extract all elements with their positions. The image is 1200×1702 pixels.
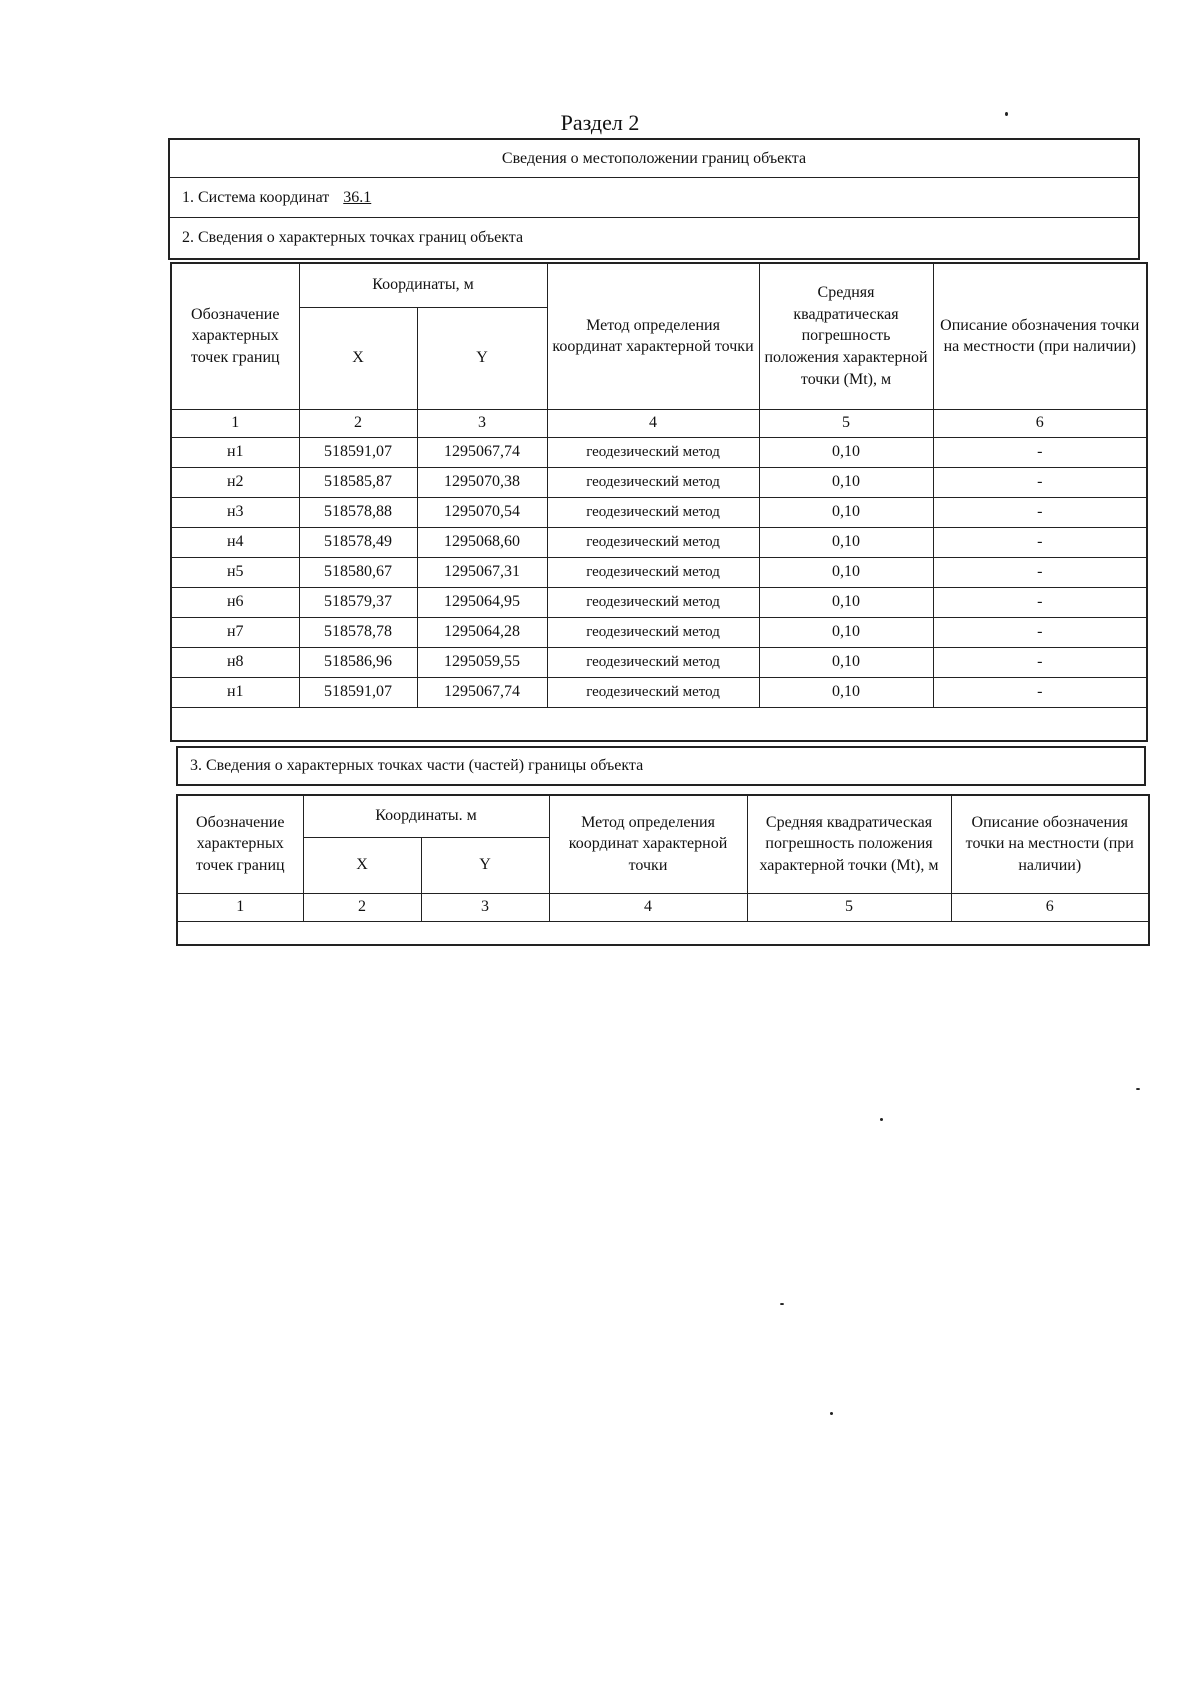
mt-cell: 0,10 [759, 437, 933, 467]
y-cell: 1295067,74 [417, 437, 547, 467]
boundary-points-table [170, 262, 1148, 742]
mt-cell: 0,10 [759, 587, 933, 617]
description-cell: - [933, 617, 1147, 647]
y-header: Y [421, 837, 549, 893]
part-points-table [176, 794, 1150, 946]
x-header: X [299, 307, 417, 409]
x-cell: 518578,88 [299, 497, 417, 527]
description-cell: - [933, 587, 1147, 617]
column-number-row [171, 409, 1147, 437]
points-heading-row [170, 218, 1138, 258]
x-cell: 518579,37 [299, 587, 417, 617]
scan-speck [1005, 112, 1008, 116]
table-row [171, 557, 1147, 587]
header-row-1 [177, 795, 1149, 837]
coords-header: Координаты, м [299, 263, 547, 307]
scan-speck [1136, 1088, 1140, 1090]
column-number: 5 [747, 893, 951, 921]
scan-speck [830, 1412, 833, 1415]
x-cell: 518586,96 [299, 647, 417, 677]
column-number: 3 [417, 409, 547, 437]
method-cell: геодезический метод [547, 467, 759, 497]
y-header: Y [417, 307, 547, 409]
y-cell: 1295070,54 [417, 497, 547, 527]
empty-cell [171, 707, 1147, 741]
point-cell: н1 [171, 677, 299, 707]
point-cell: н1 [171, 437, 299, 467]
x-cell: 518585,87 [299, 467, 417, 497]
x-cell: 518591,07 [299, 437, 417, 467]
description-cell: - [933, 437, 1147, 467]
y-cell: 1295068,60 [417, 527, 547, 557]
y-cell: 1295070,38 [417, 467, 547, 497]
box-title: Сведения о местоположении границ объекта [501, 149, 807, 167]
object-info-box [168, 138, 1140, 260]
description-cell: - [933, 557, 1147, 587]
method-cell: геодезический метод [547, 497, 759, 527]
coord-system-value: 36.1 [343, 188, 372, 206]
point-cell: н6 [171, 587, 299, 617]
table-row [171, 527, 1147, 557]
coord-system-row [170, 178, 1138, 218]
column-number: 3 [421, 893, 549, 921]
empty-cell [177, 921, 1149, 945]
table-row [171, 587, 1147, 617]
mt-cell: 0,10 [759, 467, 933, 497]
empty-row [171, 707, 1147, 741]
table-row [171, 467, 1147, 497]
column-number: 4 [549, 893, 747, 921]
point-cell: н2 [171, 467, 299, 497]
x-header: X [303, 837, 421, 893]
method-cell: геодезический метод [547, 527, 759, 557]
y-cell: 1295059,55 [417, 647, 547, 677]
description-cell: - [933, 647, 1147, 677]
table-row [171, 437, 1147, 467]
point-cell: н3 [171, 497, 299, 527]
column-number: 6 [951, 893, 1149, 921]
box-title-row [170, 140, 1138, 178]
error-header: Средняя квадратическая погрешность положения характерной точки (Mt), м [759, 263, 933, 409]
table-row [171, 497, 1147, 527]
method-cell: геодезический метод [547, 617, 759, 647]
mt-cell: 0,10 [759, 617, 933, 647]
mt-cell: 0,10 [759, 527, 933, 557]
mt-cell: 0,10 [759, 677, 933, 707]
scan-speck [880, 1118, 883, 1121]
points-heading: 2. Сведения о характерных точках границ объекта [182, 229, 524, 246]
mt-cell: 0,10 [759, 557, 933, 587]
points-body [171, 437, 1147, 707]
section-title: Раздел 2 [560, 110, 640, 135]
method-cell: геодезический метод [547, 677, 759, 707]
column-number: 2 [303, 893, 421, 921]
designation-header: Обозначение характерных точек границ [177, 795, 303, 893]
description-cell: - [933, 497, 1147, 527]
method-cell: геодезический метод [547, 557, 759, 587]
method-cell: геодезический метод [547, 437, 759, 467]
table-row [171, 647, 1147, 677]
table-row [171, 617, 1147, 647]
header-row-1 [171, 263, 1147, 307]
column-number-row [177, 893, 1149, 921]
column-number: 5 [759, 409, 933, 437]
designation-header: Обозначение характерных точек границ [171, 263, 299, 409]
mt-cell: 0,10 [759, 497, 933, 527]
part-heading-box [176, 746, 1146, 786]
description-cell: - [933, 467, 1147, 497]
method-cell: геодезический метод [547, 587, 759, 617]
column-number: 1 [177, 893, 303, 921]
y-cell: 1295067,74 [417, 677, 547, 707]
coords-header: Координаты. м [303, 795, 549, 837]
x-cell: 518591,07 [299, 677, 417, 707]
column-number: 6 [933, 409, 1147, 437]
x-cell: 518580,67 [299, 557, 417, 587]
description-header: Описание обозначения точки на местности (при наличии) [951, 795, 1149, 893]
column-number: 4 [547, 409, 759, 437]
point-cell: н4 [171, 527, 299, 557]
y-cell: 1295064,95 [417, 587, 547, 617]
error-header: Средняя квадратическая погрешность положения характерной точки (Mt), м [747, 795, 951, 893]
y-cell: 1295067,31 [417, 557, 547, 587]
scan-speck [780, 1303, 784, 1305]
method-header: Метод определения координат характерной точки [547, 263, 759, 409]
description-cell: - [933, 677, 1147, 707]
column-number: 1 [171, 409, 299, 437]
table-row [171, 677, 1147, 707]
x-cell: 518578,78 [299, 617, 417, 647]
empty-row [177, 921, 1149, 945]
mt-cell: 0,10 [759, 647, 933, 677]
method-header: Метод определения координат характерной точки [549, 795, 747, 893]
point-cell: н5 [171, 557, 299, 587]
method-cell: геодезический метод [547, 647, 759, 677]
y-cell: 1295064,28 [417, 617, 547, 647]
column-number: 2 [299, 409, 417, 437]
description-header: Описание обозначения точки на местности (при наличии) [933, 263, 1147, 409]
coord-system-label: 1. Система координат [182, 188, 330, 206]
description-cell: - [933, 527, 1147, 557]
part-heading: 3. Сведения о характерных точках части (частей) границы объекта [190, 757, 644, 774]
point-cell: н7 [171, 617, 299, 647]
x-cell: 518578,49 [299, 527, 417, 557]
part-heading-row [178, 748, 1144, 784]
point-cell: н8 [171, 647, 299, 677]
